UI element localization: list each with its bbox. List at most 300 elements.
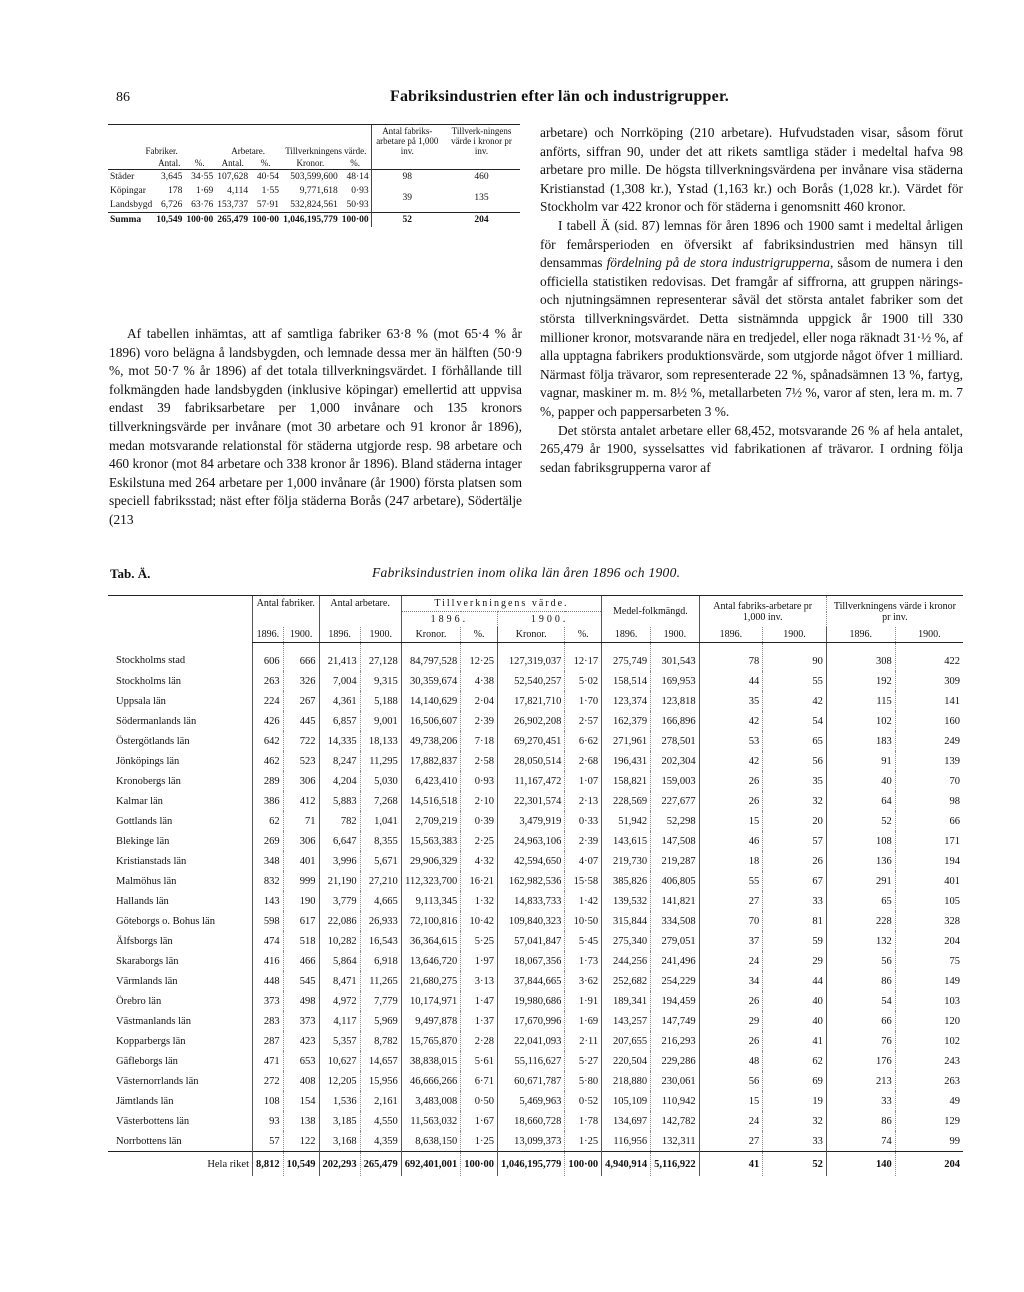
- cell-k00: 1,046,195,779: [498, 1152, 565, 1177]
- cell-m96: 219,730: [602, 851, 651, 871]
- county-name: Skaraborgs län: [116, 955, 179, 967]
- cell-k00: 26,902,208: [498, 711, 565, 731]
- cell-a96: 22,086: [319, 911, 360, 931]
- cell-k00: 60,671,787: [498, 1071, 565, 1091]
- cell-m96: 196,431: [602, 751, 651, 771]
- cell-k00: 42,594,650: [498, 851, 565, 871]
- county-name: Blekinge län: [116, 835, 170, 847]
- cell-ap96: 53: [699, 731, 763, 751]
- cell-ap96: 24: [699, 951, 763, 971]
- cell-m96: 220,504: [602, 1051, 651, 1071]
- cell-ap96: 56: [699, 1071, 763, 1091]
- cell-f96: 448: [253, 971, 284, 991]
- cell-m96: 244,256: [602, 951, 651, 971]
- cell-f96: 8,812: [253, 1152, 284, 1177]
- cell-m00: 202,304: [651, 751, 699, 771]
- cell-ap96: 26: [699, 771, 763, 791]
- cell-f96: 474: [253, 931, 284, 951]
- cell-k00: 69,270,451: [498, 731, 565, 751]
- subcol-antal: Antal.: [221, 158, 244, 168]
- cell-tp96: 65: [826, 891, 895, 911]
- cell-a96: 10,627: [319, 1051, 360, 1071]
- cell-a00: 27,128: [360, 643, 401, 672]
- table-row: [108, 991, 963, 1011]
- cell-f96: 462: [253, 751, 284, 771]
- cell-p00: 0·52: [565, 1091, 602, 1111]
- table-row: Köpingar 178 1·69 4,114 1·55 9,771,618 0·93 39 135: [108, 184, 520, 198]
- col-fabriker: Fabriker.: [108, 125, 215, 158]
- cell-a96: 3,779: [319, 891, 360, 911]
- county-name: Kalmar län: [116, 795, 163, 807]
- cell-p96: 2·10: [461, 791, 498, 811]
- cell-k96: 49,738,206: [401, 731, 461, 751]
- cell-ap96: 26: [699, 1031, 763, 1051]
- cell-ap96: 42: [699, 711, 763, 731]
- cell-a00: 18,133: [360, 731, 401, 751]
- table-row: [108, 831, 963, 851]
- cell-k96: 692,401,001: [401, 1152, 461, 1177]
- cell-k96: 112,323,700: [401, 871, 461, 891]
- cell-a96: 4,361: [319, 691, 360, 711]
- cell-f00: 190: [283, 891, 319, 911]
- cell-ap00: 56: [763, 751, 827, 771]
- cell-tp00: 105: [895, 891, 963, 911]
- cell-m96: 143,615: [602, 831, 651, 851]
- cell-tp96: 76: [826, 1031, 895, 1051]
- cell-m00: 279,051: [651, 931, 699, 951]
- col-arbetare-per-1000: Antal fabriks-arbetare på 1,000 inv.: [371, 125, 443, 158]
- county-name: Värmlands län: [116, 975, 178, 987]
- cell-m96: 158,821: [602, 771, 651, 791]
- subcol-pct: %.: [260, 158, 271, 168]
- cell-tp00: 309: [895, 671, 963, 691]
- cell-ap00: 40: [763, 1011, 827, 1031]
- cell-a96: 4,117: [319, 1011, 360, 1031]
- cell-k96: 8,638,150: [401, 1131, 461, 1152]
- county-name: Hallands län: [116, 895, 169, 907]
- county-name: Malmöhus län: [116, 875, 177, 887]
- table-row: [108, 1091, 963, 1111]
- cell-p00: 5·80: [565, 1071, 602, 1091]
- cell-p00: 0·33: [565, 811, 602, 831]
- cell-k00: 18,660,728: [498, 1111, 565, 1131]
- table-row: [108, 1031, 963, 1051]
- cell-p00: 100·00: [565, 1152, 602, 1177]
- cell-p96: 0·50: [461, 1091, 498, 1111]
- cell-f00: 666: [283, 643, 319, 672]
- cell-tp96: 74: [826, 1131, 895, 1152]
- table-title: Fabriksindustrien inom olika län åren 1896 och 1900.: [372, 565, 681, 580]
- table-row: [108, 643, 963, 672]
- cell-k96: 9,113,345: [401, 891, 461, 911]
- cell-k96: 2,709,219: [401, 811, 461, 831]
- cell-p00: 5·02: [565, 671, 602, 691]
- cell-f96: 287: [253, 1031, 284, 1051]
- cell-ap00: 42: [763, 691, 827, 711]
- table-row: [108, 931, 963, 951]
- cell-ap00: 69: [763, 1071, 827, 1091]
- cell-m96: 162,379: [602, 711, 651, 731]
- cell-f96: 642: [253, 731, 284, 751]
- cell-a00: 27,210: [360, 871, 401, 891]
- cell-k00: 17,821,710: [498, 691, 565, 711]
- cell-p96: 1·67: [461, 1111, 498, 1131]
- cell-m00: 229,286: [651, 1051, 699, 1071]
- cell-a00: 265,479: [360, 1152, 401, 1177]
- body-paragraph: Det största antalet arbetare eller 68,452, motsvarande 26 % af hela antalet, 265,479 år 1900, sysselsattes vid fabrikationen af trävaror. I ordning följa sedan fabriksgrupperna varor af: [540, 422, 963, 475]
- cell-f00: 408: [283, 1071, 319, 1091]
- cell-f96: 606: [253, 643, 284, 672]
- cell-m96: 275,340: [602, 931, 651, 951]
- emphasis-text: fördelning på de stora industrigrupperna: [606, 255, 830, 271]
- cell-ap96: 27: [699, 891, 763, 911]
- cell-k00: 55,116,627: [498, 1051, 565, 1071]
- cell-a96: 3,168: [319, 1131, 360, 1152]
- cell-ap96: 24: [699, 1111, 763, 1131]
- cell-ap00: 59: [763, 931, 827, 951]
- cell-k96: 13,646,720: [401, 951, 461, 971]
- cell-a00: 7,779: [360, 991, 401, 1011]
- cell-p00: 1·70: [565, 691, 602, 711]
- cell-a96: 5,864: [319, 951, 360, 971]
- cell-a96: 6,857: [319, 711, 360, 731]
- cell-tp00: 49: [895, 1091, 963, 1111]
- county-name: Norrbottens län: [116, 1135, 182, 1147]
- cell-a00: 8,355: [360, 831, 401, 851]
- cell-p96: 5·61: [461, 1051, 498, 1071]
- col-tillverkning: Tillverkningens värde.: [281, 125, 371, 158]
- cell-p96: 1·97: [461, 951, 498, 971]
- table-row: [108, 791, 963, 811]
- cell-m96: 123,374: [602, 691, 651, 711]
- cell-k96: 10,174,971: [401, 991, 461, 1011]
- cell-tp96: 192: [826, 671, 895, 691]
- cell-ap00: 26: [763, 851, 827, 871]
- cell-ap00: 81: [763, 911, 827, 931]
- cell-m00: 169,953: [651, 671, 699, 691]
- cell-p96: 2·25: [461, 831, 498, 851]
- cell-ap96: 70: [699, 911, 763, 931]
- cell-m96: 275,749: [602, 643, 651, 672]
- right-column-text: [540, 124, 963, 477]
- cell-m96: 143,257: [602, 1011, 651, 1031]
- cell-ap00: 32: [763, 1111, 827, 1131]
- cell-f96: 471: [253, 1051, 284, 1071]
- cell-tp96: 40: [826, 771, 895, 791]
- table-row: [108, 971, 963, 991]
- cell-m96: 228,569: [602, 791, 651, 811]
- cell-k96: 6,423,410: [401, 771, 461, 791]
- cell-k00: 22,301,574: [498, 791, 565, 811]
- cell-f00: 445: [283, 711, 319, 731]
- page-title: Fabriksindustrien efter län och industrigrupper.: [390, 88, 729, 105]
- county-name: Gäfleborgs län: [116, 1055, 178, 1067]
- cell-a00: 11,295: [360, 751, 401, 771]
- cell-a96: 8,471: [319, 971, 360, 991]
- body-paragraph: Af tabellen inhämtas, att af samtliga fabriker 63·8 % (mot 65·4 % år 1896) voro belägna å landsbygden, och lemnade dessa mer än hälften (50·9 %, mot 50·7 % år 1896) af det totala tillverkningsvärdet. I förhållande till folkmängden hade landsbygden (inklusive köpingar) emellertid att uppvisa endast 39 fabriksarbetare per 1,000 invånare och 135 kronors tillverkningsvärde per invånare (mot 30 arbetare och 91 kronor år 1896), medan motsvarande relationstal för städerna utgjorde resp. 98 arbetare och 460 kronor (mot 84 arbetare och 338 kronor år 1896). Bland städerna intager Eskilstuna med 264 arbetare per 1,000 invånare (år 1900) första platsen som speciell fabriksstad; näst efter följa städerna Borås (247 arbetare), Södertälje (213: [109, 326, 522, 527]
- cell-f00: 10,549: [283, 1152, 319, 1177]
- cell-p96: 5·25: [461, 931, 498, 951]
- county-name: Södermanlands län: [116, 715, 197, 727]
- county-name: Östergötlands län: [116, 735, 190, 747]
- cell-p96: 2·28: [461, 1031, 498, 1051]
- cell-f96: 93: [253, 1111, 284, 1131]
- cell-k00: 28,050,514: [498, 751, 565, 771]
- cell-m00: 123,818: [651, 691, 699, 711]
- cell-a00: 5,969: [360, 1011, 401, 1031]
- cell-m96: 207,655: [602, 1031, 651, 1051]
- cell-a00: 16,543: [360, 931, 401, 951]
- cell-m00: 227,677: [651, 791, 699, 811]
- cell-a96: 12,205: [319, 1071, 360, 1091]
- cell-tp00: 129: [895, 1111, 963, 1131]
- cell-m96: 189,341: [602, 991, 651, 1011]
- cell-m00: 5,116,922: [651, 1152, 699, 1177]
- cell-k96: 15,563,383: [401, 831, 461, 851]
- cell-tp00: 249: [895, 731, 963, 751]
- year-header: 1900.: [498, 612, 602, 628]
- subcol-pct: %.: [194, 158, 205, 168]
- cell-a00: 4,665: [360, 891, 401, 911]
- cell-ap96: 15: [699, 811, 763, 831]
- col-varde-per-inv: Tillverk-ningens värde i kronor pr inv.: [443, 125, 520, 158]
- cell-m00: 52,298: [651, 811, 699, 831]
- cell-ap00: 32: [763, 791, 827, 811]
- total-row: Summa 10,549 100·00 265,479 100·00 1,046,195,779 100·00 52 204: [108, 213, 520, 228]
- cell-m00: 141,821: [651, 891, 699, 911]
- cell-k96: 30,359,674: [401, 671, 461, 691]
- cell-tp96: 140: [826, 1152, 895, 1177]
- cell-k96: 21,680,275: [401, 971, 461, 991]
- cell-p96: 1·32: [461, 891, 498, 911]
- cell-tp96: 308: [826, 643, 895, 672]
- cell-ap00: 33: [763, 891, 827, 911]
- cell-tp96: 102: [826, 711, 895, 731]
- cell-m00: 278,501: [651, 731, 699, 751]
- cell-ap00: 65: [763, 731, 827, 751]
- cell-f96: 832: [253, 871, 284, 891]
- cell-ap96: 46: [699, 831, 763, 851]
- cell-p00: 1·78: [565, 1111, 602, 1131]
- cell-a96: 7,004: [319, 671, 360, 691]
- cell-m96: 158,514: [602, 671, 651, 691]
- cell-f96: 108: [253, 1091, 284, 1111]
- cell-a00: 26,933: [360, 911, 401, 931]
- cell-k96: 14,140,629: [401, 691, 461, 711]
- cell-a96: 3,996: [319, 851, 360, 871]
- cell-k00: 37,844,665: [498, 971, 565, 991]
- cell-tp96: 108: [826, 831, 895, 851]
- cell-a00: 8,782: [360, 1031, 401, 1051]
- year-header: 1896.: [401, 612, 497, 628]
- cell-tp00: 328: [895, 911, 963, 931]
- cell-ap00: 57: [763, 831, 827, 851]
- cell-f96: 143: [253, 891, 284, 911]
- table-row: [108, 711, 963, 731]
- cell-tp96: 176: [826, 1051, 895, 1071]
- cell-ap00: 54: [763, 711, 827, 731]
- cell-f96: 62: [253, 811, 284, 831]
- cell-tp00: 194: [895, 851, 963, 871]
- cell-ap96: 37: [699, 931, 763, 951]
- cell-a00: 14,657: [360, 1051, 401, 1071]
- cell-a00: 5,030: [360, 771, 401, 791]
- cell-ap00: 33: [763, 1131, 827, 1152]
- cell-f00: 267: [283, 691, 319, 711]
- cell-k00: 18,067,356: [498, 951, 565, 971]
- table-row: [108, 1131, 963, 1152]
- cell-ap96: 27: [699, 1131, 763, 1152]
- cell-p00: 1·73: [565, 951, 602, 971]
- cell-f96: 598: [253, 911, 284, 931]
- cell-p00: 2·68: [565, 751, 602, 771]
- cell-p96: 3·13: [461, 971, 498, 991]
- cell-ap00: 40: [763, 991, 827, 1011]
- cell-k96: 38,838,015: [401, 1051, 461, 1071]
- cell-k00: 24,963,106: [498, 831, 565, 851]
- cell-tp96: 86: [826, 1111, 895, 1131]
- cell-m96: 4,940,914: [602, 1152, 651, 1177]
- cell-f96: 57: [253, 1131, 284, 1152]
- cell-k96: 14,516,518: [401, 791, 461, 811]
- cell-ap96: 42: [699, 751, 763, 771]
- cell-m00: 194,459: [651, 991, 699, 1011]
- cell-tp96: 33: [826, 1091, 895, 1111]
- cell-f00: 999: [283, 871, 319, 891]
- cell-tp00: 204: [895, 931, 963, 951]
- cell-p96: 12·25: [461, 643, 498, 672]
- cell-tp96: 291: [826, 871, 895, 891]
- cell-f00: 401: [283, 851, 319, 871]
- cell-tp96: 54: [826, 991, 895, 1011]
- cell-k00: 5,469,963: [498, 1091, 565, 1111]
- cell-k96: 17,882,837: [401, 751, 461, 771]
- cell-p96: 1·37: [461, 1011, 498, 1031]
- table-row: [108, 851, 963, 871]
- cell-p00: 1·69: [565, 1011, 602, 1031]
- table-row: [108, 771, 963, 791]
- cell-tp96: 183: [826, 731, 895, 751]
- cell-p00: 1·42: [565, 891, 602, 911]
- cell-ap00: 20: [763, 811, 827, 831]
- county-name: Gottlands län: [116, 815, 173, 827]
- cell-f96: 272: [253, 1071, 284, 1091]
- cell-p00: 12·17: [565, 643, 602, 672]
- cell-k96: 84,797,528: [401, 643, 461, 672]
- cell-tp96: 115: [826, 691, 895, 711]
- cell-a00: 9,315: [360, 671, 401, 691]
- table-row: [108, 891, 963, 911]
- county-name: Kristianstads län: [116, 855, 187, 867]
- cell-a00: 4,550: [360, 1111, 401, 1131]
- cell-a96: 14,335: [319, 731, 360, 751]
- cell-a96: 782: [319, 811, 360, 831]
- cell-f00: 71: [283, 811, 319, 831]
- cell-m00: 110,942: [651, 1091, 699, 1111]
- cell-ap00: 41: [763, 1031, 827, 1051]
- cell-ap96: 34: [699, 971, 763, 991]
- cell-ap00: 44: [763, 971, 827, 991]
- cell-m96: 51,942: [602, 811, 651, 831]
- cell-tp96: 228: [826, 911, 895, 931]
- county-name: Uppsala län: [116, 695, 166, 707]
- col-varde-per-inv: Tillverkningens värde i kronor pr inv.: [826, 596, 963, 628]
- table-row: Städer 3,645 34·55 107,628 40·54 503,599,600 48·14 98 460: [108, 170, 520, 185]
- cell-k00: 127,319,037: [498, 643, 565, 672]
- cell-m00: 301,543: [651, 643, 699, 672]
- cell-a00: 2,161: [360, 1091, 401, 1111]
- cell-f96: 416: [253, 951, 284, 971]
- subcol-kronor: Kronor.: [296, 158, 325, 168]
- cell-k00: 14,833,733: [498, 891, 565, 911]
- cell-ap96: 78: [699, 643, 763, 672]
- cell-ap00: 19: [763, 1091, 827, 1111]
- cell-f00: 154: [283, 1091, 319, 1111]
- cell-p00: 2·11: [565, 1031, 602, 1051]
- cell-tp96: 213: [826, 1071, 895, 1091]
- cell-p96: 7·18: [461, 731, 498, 751]
- cell-k00: 162,982,536: [498, 871, 565, 891]
- cell-f00: 523: [283, 751, 319, 771]
- cell-p96: 6·71: [461, 1071, 498, 1091]
- cell-f00: 423: [283, 1031, 319, 1051]
- cell-m00: 406,805: [651, 871, 699, 891]
- cell-tp00: 141: [895, 691, 963, 711]
- cell-m96: 134,697: [602, 1111, 651, 1131]
- cell-f00: 518: [283, 931, 319, 951]
- cell-k96: 72,100,816: [401, 911, 461, 931]
- cell-a00: 5,671: [360, 851, 401, 871]
- cell-k00: 11,167,472: [498, 771, 565, 791]
- table-row: [108, 951, 963, 971]
- cell-ap00: 67: [763, 871, 827, 891]
- cell-p96: 4·32: [461, 851, 498, 871]
- cell-p96: 2·58: [461, 751, 498, 771]
- cell-m00: 132,311: [651, 1131, 699, 1152]
- cell-tp96: 86: [826, 971, 895, 991]
- cell-p00: 6·62: [565, 731, 602, 751]
- county-name: Älfsborgs län: [116, 935, 173, 947]
- cell-f00: 412: [283, 791, 319, 811]
- cell-m00: 216,293: [651, 1031, 699, 1051]
- table-row: [108, 671, 963, 691]
- subcol-pct: %.: [350, 158, 361, 168]
- cell-f00: 653: [283, 1051, 319, 1071]
- cell-f96: 269: [253, 831, 284, 851]
- cell-a00: 15,956: [360, 1071, 401, 1091]
- cell-a96: 21,413: [319, 643, 360, 672]
- cell-ap00: 29: [763, 951, 827, 971]
- cell-tp96: 64: [826, 791, 895, 811]
- cell-f96: 289: [253, 771, 284, 791]
- body-paragraph: arbetare) och Norrköping (210 arbetare). Hufvudstaden visar, såsom förut anförts, siffran 90, under det att rikets samtliga städer i medeltal hafva 98 arbetare pro mille. De högsta tillverkningsvärdena per invånare visa städerna Kristianstad (1,308 kr.), Ystad (1,163 kr.) och Borås (1,028 kr.). Värdet för Stockholm var 422 kronor och för städerna i genomsnitt 460 kronor.: [540, 125, 963, 215]
- cell-a00: 9,001: [360, 711, 401, 731]
- cell-p00: 1·25: [565, 1131, 602, 1152]
- cell-f00: 545: [283, 971, 319, 991]
- cell-f00: 306: [283, 831, 319, 851]
- cell-tp00: 139: [895, 751, 963, 771]
- cell-p00: 1·07: [565, 771, 602, 791]
- cell-a96: 4,972: [319, 991, 360, 1011]
- county-name: Hela riket: [108, 1152, 253, 1177]
- cell-p96: 2·39: [461, 711, 498, 731]
- cell-m96: 385,826: [602, 871, 651, 891]
- table-row: [108, 691, 963, 711]
- cell-m00: 334,508: [651, 911, 699, 931]
- cell-p96: 2·04: [461, 691, 498, 711]
- cell-a00: 5,188: [360, 691, 401, 711]
- cell-ap00: 52: [763, 1152, 827, 1177]
